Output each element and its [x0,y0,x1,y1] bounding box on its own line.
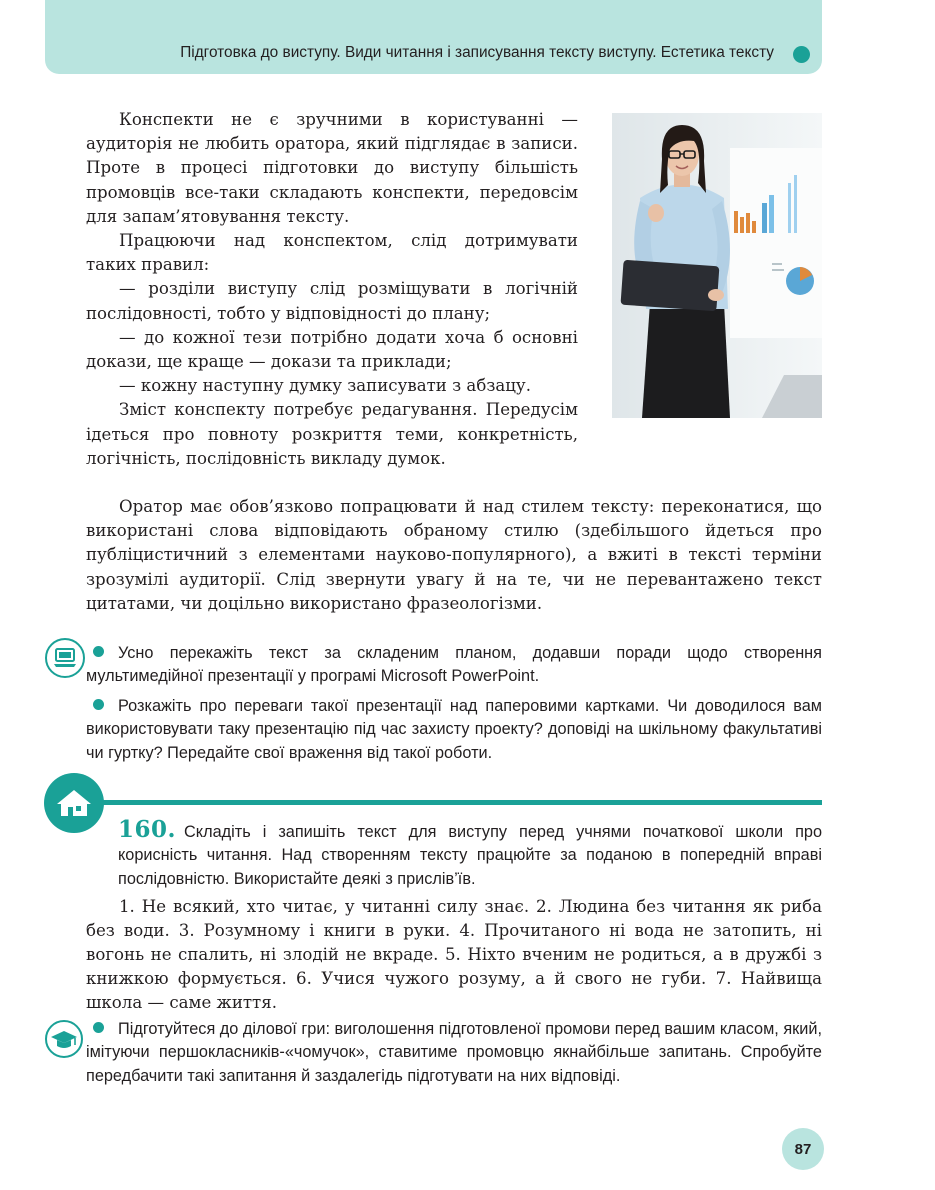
rule-item: — до кожної тези потрібно додати хоча б основні докази, ще краще — докази та приклади; [86,327,578,372]
task-item [86,1018,822,1088]
computer-icon [45,638,85,678]
paragraph: Конспекти не є зручними в користуванні — аудиторія не любить оратора, який підглядає в записи. Проте в процесі підготовки до виступу більшість промовців все-таки складають конспекти, передовсім для запам’ятовування тексту. [86,110,578,226]
page-number: 87 [782,1128,824,1170]
exercise-text: Складіть і запишіть текст для виступу перед учнями початкової школи про корисність читання. Над створенням тексту працюйте за поданою в попередній вправі послідовністю. Використайте деякі з прислів’їв. [118,823,822,888]
rule-item: — кожну наступну думку записувати з абзацу. [119,376,531,396]
home-icon [44,773,104,833]
paragraph: Працюючи над конспектом, слід дотримувати таких правил: [86,231,578,275]
exercise-160 [118,818,822,891]
bullet-icon [93,646,104,657]
final-task-block [86,1018,822,1088]
task-text: Підготуйтеся до ділової гри: виголошення підготовленої промови перед вашим класом, який, імітуючи першокласників-«чомучок», ставитиме промовцю якнайбільше запитань. Спробуйте передбачити такі запитання й заздалегідь підготувати на них відповіді. [86,1020,822,1085]
paragraph: Зміст конспекту потребує редагування. Передусім ідеться про повноту розкриття теми, конкретність, логічність, послідовність викладу думок. [86,400,578,468]
bullet-icon [93,1022,104,1033]
task-text: Розкажіть про переваги такої презентації над паперовими картками. Чи доводилося вам використовувати таку презентацію під час захисту проекту? доповіді на шкільному факультативі чи гуртку? Передайте свої враження від такої роботи. [86,696,822,762]
exercise-instruction [118,818,822,891]
task-item [86,642,822,689]
paragraph: Оратор має обов’язково попрацювати й над стилем тексту: переконатися, що використані слова відповідають обраному стилю (здебільшого йдеться про публіцистичний з елементами науково-популярного), а вжиті в тексті терміни зрозумілі аудиторії. Слід звернути увагу й на те, чи не перевантажено текст цитатами, чи доцільно використано фразеологізми. [86,497,822,613]
section-divider [88,800,822,805]
proverbs: 1. Не всякий, хто читає, у читанні силу знає. 2. Людина без читання як риба без води. 3. Розумному і книги в руки. 4. Прочитаного ні вода не затопить, ні вогонь не спалить, ні злодій не вкраде. 5. Ніхто вченим не родиться, а в дружбі з книжкою формується. 6. Учися чужого розуму, а й свого не губи. 7. Найвища школа — саме життя. [86,897,822,1012]
chapter-title: Підготовка до виступу. Види читання і записування тексту виступу. Естетика тексту [180,44,774,61]
exercise-number: 160. [118,816,177,843]
style-paragraph [86,495,822,616]
header-dot-icon [793,46,810,63]
tasks-block [86,642,822,765]
proverbs-text [86,895,822,1015]
task-text: Усно перекажіть текст за складеним планом, додавши поради щодо створення мультимедійної презентації у програмі Microsoft PowerPoint. [86,644,822,686]
bullet-icon [93,699,104,710]
chapter-header [45,0,822,74]
rule-item: — розділи виступу слід розміщувати в логічній послідовності, тобто у відповідності до плану; [86,279,578,323]
speaker-photo [612,113,822,418]
graduation-cap-icon [45,1020,83,1058]
task-item [86,695,822,765]
intro-text [86,108,578,471]
